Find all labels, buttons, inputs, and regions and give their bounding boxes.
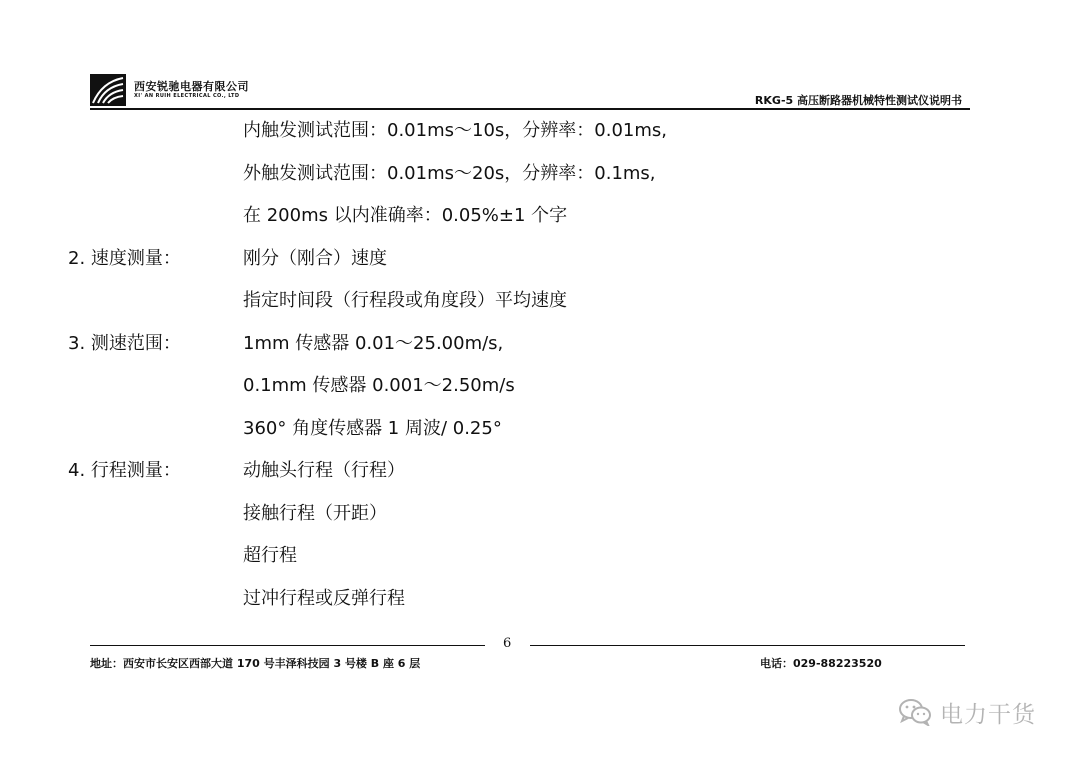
footer-phone: 电话：029-88223520 [760,657,882,670]
page-header [90,70,970,110]
company-name-cn: 西安锐驰电器有限公司 [134,80,249,93]
header-divider [90,108,970,110]
travel-measurement-line-3: 超行程 [243,545,297,566]
company-logo-icon [90,74,126,106]
speed-measurement-label: 2. 速度测量： [68,248,181,269]
speed-range-label: 3. 测速范围： [68,333,181,354]
travel-measurement-line-1: 动触头行程（行程） [243,460,405,481]
company-name-en: XI' AN RUIH ELECTRICAL CO., LTD [134,93,240,99]
speed-measurement-line-2: 指定时间段（行程段或角度段）平均速度 [243,290,567,311]
speed-measurement-line-1: 刚分（刚合）速度 [243,248,387,269]
speed-range-line-3: 360° 角度传感器 1 周波/ 0.25° [243,418,502,439]
watermark-text: 电力干货 [940,701,1036,728]
accuracy-line: 在 200ms 以内准确率：0.05%±1 个字 [243,205,568,226]
footer-divider-right [530,645,965,646]
internal-trigger-range: 内触发测试范围：0.01ms～10s，分辨率：0.01ms, [243,120,667,141]
travel-measurement-line-2: 接触行程（开距） [243,503,387,524]
travel-measurement-label: 4. 行程测量： [68,460,181,481]
footer-address: 地址：西安市长安区西部大道 170 号丰泽科技园 3 号楼 B 座 6 层 [90,657,421,670]
speed-range-line-1: 1mm 传感器 0.01～25.00m/s, [243,333,504,354]
footer-divider-left [90,645,485,646]
document-title: RKG-5 高压断路器机械特性测试仪说明书 [754,94,962,107]
travel-measurement-line-4: 过冲行程或反弹行程 [243,588,405,609]
external-trigger-range: 外触发测试范围：0.01ms～20s，分辨率：0.1ms, [243,163,656,184]
speed-range-line-2: 0.1mm 传感器 0.001～2.50m/s [243,375,515,396]
page-number: 6 [503,636,512,651]
watermark [898,695,1036,729]
wechat-icon [898,698,932,726]
